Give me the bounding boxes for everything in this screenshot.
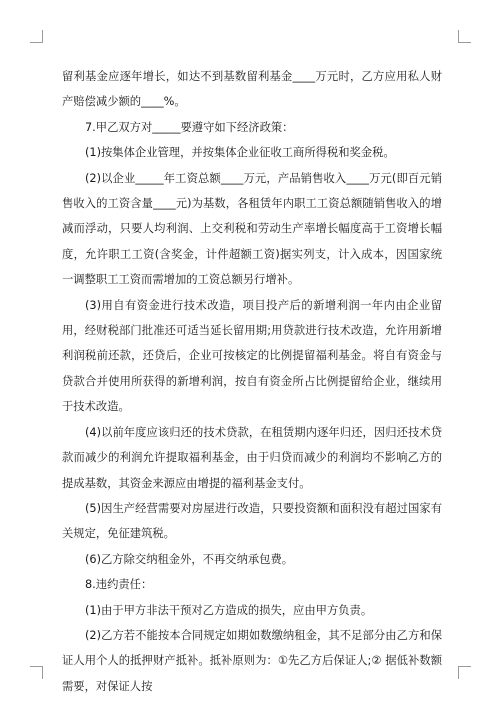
crop-mark-top-left [30,30,43,43]
crop-mark-top-right [458,30,471,43]
clause-7-item-1: (1)按集体企业管理，并按集体企业征收工商所得税和奖金税。 [85,146,395,160]
clause-7-item-2: (2)以企业_____年工资总额____万元，产品销售收入____万元(即百元销售收入的工资含量____元)为基数，各租赁年内职工工资总额随销售收入的增减而浮动，只要人均利润、上交利税和劳动生产率增长幅度高于工资增长幅度，允许职工工资(含奖金，计件超额工资)据实列支，计入成本，因国家统一调整职工工资而需增加的工资总额另行增补。 [62,171,442,287]
clause-8-item-2: (2)乙方若不能按本合同规定如期如数缴纳租金，其不足部分由乙方和保证人用个人的抵押财产抵补。抵补原则为：①先乙方后保证人;② 据低补数额需要，对保证人按 [62,628,442,693]
paragraph-retained-fund: 留利基金应逐年增长，如达不到基数留利基金____万元时，乙方应用私人财产赔偿减少额的____%。 [62,70,442,109]
clause-7-item-6: (6)乙方除交纳租金外，不再交纳承包费。 [85,552,294,566]
clause-8-item-1: (1)由于甲方非法干预对乙方造成的损失，应由甲方负责。 [85,603,373,617]
clause-8-heading: 8.违约责任： [85,578,153,592]
document-body [62,64,442,699]
clause-7-heading: 7.甲乙双方对_____要遵守如下经济政策： [85,120,294,134]
clause-7-item-3: (3)用自有资金进行技术改造，项目投产后的新增利润一年内由企业留用，经财税部门批准还可适当延长留用期;用贷款进行技术改造，允许用新增利润税前还款，还贷后，企业可按核定的比例提留福利基金。将自有资金与贷款合并使用所获得的新增利润，按自有资金所占比例提留给企业，继续用于技术改造。 [62,298,442,414]
crop-mark-bottom-right [458,666,471,679]
clause-7-item-4: (4)以前年度应该归还的技术贷款，在租赁期内逐年归还，因归还技术贷款而减少的利润允许提取福利基金，由于归贷而减少的利润均不影响乙方的提成基数，其资金来源应由增提的福利基金支付。 [62,425,442,490]
crop-mark-bottom-left [30,666,43,679]
clause-7-item-5: (5)因生产经营需要对房屋进行改造，只要投资额和面积没有超过国家有关规定，免征建筑税。 [62,501,442,541]
